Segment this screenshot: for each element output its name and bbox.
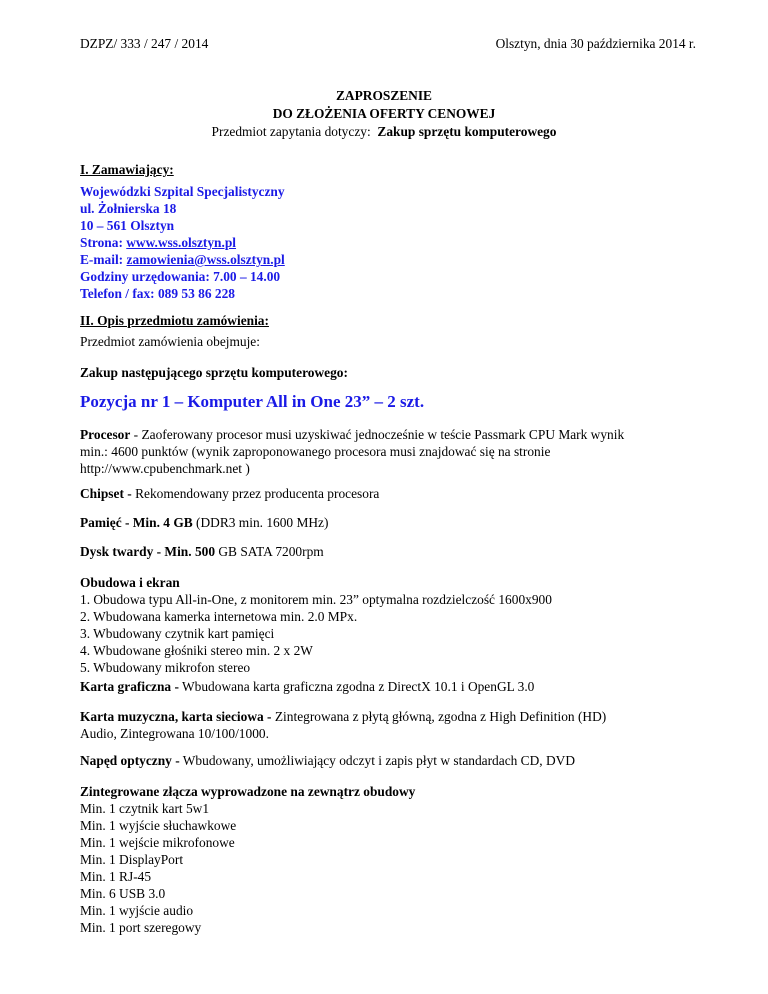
purchase-heading: Zakup następującego sprzętu komputerowego: <box>80 365 348 380</box>
contracting-authority-block <box>80 183 285 302</box>
memory-spec: Pamięć - Min. 4 GB (DDR3 min. 1600 MHz) <box>80 515 329 530</box>
chipset-label: Chipset - <box>80 486 132 501</box>
subject-text: Zakup sprzętu komputerowego <box>377 124 557 139</box>
document-date: Olsztyn, dnia 30 października 2014 r. <box>495 36 696 51</box>
authority-street: ul. Żołnierska 18 <box>80 201 177 216</box>
authority-city: 10 – 561 Olsztyn <box>80 218 175 233</box>
case-item: 2. Wbudowana kamerka internetowa min. 2.0 MPx. <box>80 609 358 624</box>
port-item: Min. 1 port szeregowy <box>80 920 202 935</box>
item-title: Pozycja nr 1 – Komputer All in One 23” – 2 szt. <box>80 392 425 411</box>
case-item: 3. Wbudowany czytnik kart pamięci <box>80 626 275 641</box>
order-intro: Przedmiot zamówienia obejmuje: <box>80 334 260 349</box>
disk-spec: Dysk twardy - Min. 500 GB SATA 7200rpm <box>80 544 324 559</box>
processor-label: Procesor <box>80 427 131 442</box>
audio-label: Karta muzyczna, karta sieciowa - <box>80 709 272 724</box>
memory-label: Pamięć - Min. 4 GB <box>80 515 193 530</box>
authority-phone: Telefon / fax: 089 53 86 228 <box>80 286 235 301</box>
port-item: Min. 1 wyjście słuchawkowe <box>80 818 237 833</box>
processor-spec: Procesor - Zaoferowany procesor musi uzyskiwać jednocześnie w teście Passmark CPU Mark wynik min.: 4600 punktów (wynik zaproponowanego procesora musi znajdować się na stronie http://www.cpubenchmark.net ) <box>80 427 625 476</box>
port-item: Min. 1 czytnik kart 5w1 <box>80 801 210 816</box>
case-spec <box>80 574 552 676</box>
gpu-label: Karta graficzna - <box>80 679 179 694</box>
case-item: 1. Obudowa typu All-in-One, z monitorem min. 23” optymalna rozdzielczość 1600x900 <box>80 592 552 607</box>
optical-drive-spec: Napęd optyczny - Wbudowany, umożliwiający odczyt i zapis płyt w standardach CD, DVD <box>80 753 575 768</box>
gpu-spec: Karta graficzna - Wbudowana karta graficzna zgodna z DirectX 10.1 i OpenGL 3.0 <box>80 679 535 694</box>
title-line-2: DO ZŁOŻENIA OFERTY CENOWEJ <box>272 106 496 121</box>
chipset-spec: Chipset - Rekomendowany przez producenta procesora <box>80 486 380 501</box>
authority-website: Strona: www.wss.olsztyn.pl <box>80 235 237 250</box>
optical-label: Napęd optyczny - <box>80 753 180 768</box>
port-item: Min. 1 wejście mikrofonowe <box>80 835 235 850</box>
section-2-heading: II. Opis przedmiotu zamówienia: <box>80 313 269 328</box>
document-reference: DZPZ/ 333 / 247 / 2014 <box>80 36 209 51</box>
port-item: Min. 1 RJ-45 <box>80 869 152 884</box>
port-item: Min. 1 DisplayPort <box>80 852 184 867</box>
port-item: Min. 1 wyjście audio <box>80 903 194 918</box>
disk-label: Dysk twardy - Min. 500 <box>80 544 216 559</box>
ports-spec <box>80 783 415 936</box>
section-1-heading: I. Zamawiający: <box>80 162 174 177</box>
case-item: 5. Wbudowany mikrofon stereo <box>80 660 251 675</box>
case-item: 4. Wbudowane głośniki stereo min. 2 x 2W <box>80 643 313 658</box>
authority-name: Wojewódzki Szpital Specjalistyczny <box>80 184 285 199</box>
audio-network-spec: Karta muzyczna, karta sieciowa - Zintegrowana z płytą główną, zgodna z High Definition (HD) Audio, Zintegrowana 10/100/1000. <box>80 709 607 741</box>
subject-line <box>0 124 768 140</box>
subject-prefix: Przedmiot zapytania dotyczy: <box>211 124 371 139</box>
title-line-1: ZAPROSZENIE <box>336 88 432 103</box>
ports-label: Zintegrowane złącza wyprowadzone na zewnątrz obudowy <box>80 784 416 799</box>
website-link[interactable]: www.wss.olsztyn.pl <box>126 235 237 250</box>
port-item: Min. 6 USB 3.0 <box>80 886 166 901</box>
authority-hours: Godziny urzędowania: 7.00 – 14.00 <box>80 269 281 284</box>
email-link[interactable]: zamowienia@wss.olsztyn.pl <box>126 252 285 267</box>
authority-email: E-mail: zamowienia@wss.olsztyn.pl <box>80 252 285 267</box>
case-label: Obudowa i ekran <box>80 575 180 590</box>
